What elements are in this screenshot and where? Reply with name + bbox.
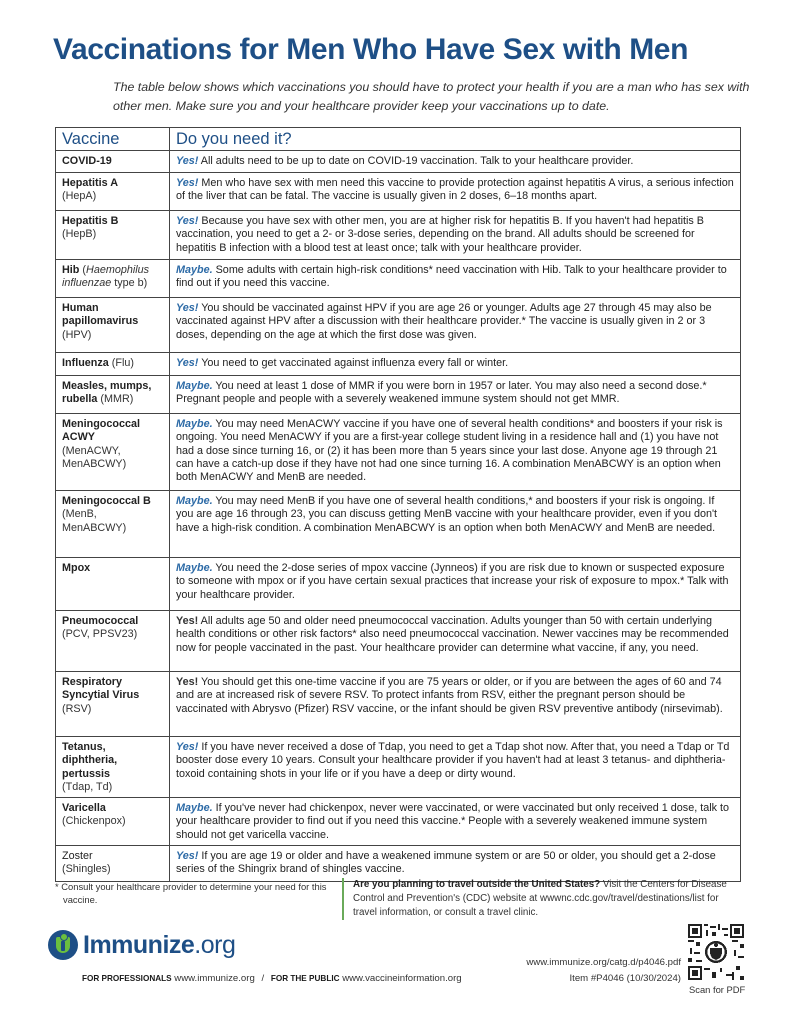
link-separator: / [261,973,265,984]
answer-label: Maybe. [176,418,213,430]
vaccine-cell [56,260,170,298]
table-row [56,298,741,353]
vaccine-abbrev: (Shingles) [62,863,111,876]
need-cell [170,737,741,798]
table-row [56,737,741,798]
vaccine-abbrev: (PCV, PPSV23) [62,628,138,641]
answer-label: Maybe. [176,495,213,507]
header-vaccine: Vaccine [56,128,170,151]
vaccine-cell [56,558,170,611]
answer-label: Maybe. [176,380,213,392]
answer-label: Yes! [176,357,199,369]
vaccine-latin-name: Haemophilus influenzae [62,264,150,290]
need-cell [170,376,741,414]
answer-text: You need the 2-dose series of mpox vaccine (Jynneos) if you are risk due to known or suspected exposure to someone with mpox or if you have certain sexual practices that increase your risk of exposure to mpox.* Talk with your healthcare provider. [176,562,729,601]
need-cell [170,260,741,298]
vaccine-name: Mpox [62,562,91,574]
vaccine-abbrev: (Tdap, Td) [62,780,113,793]
vaccine-abbrev: (MenB, MenABCWY) [62,508,127,534]
vaccine-table [55,127,741,882]
answer-text: Some adults with certain high-risk conditions* need vaccination with Hib. Talk to your healthcare provider to find out if you need this vaccine. [176,264,727,290]
need-cell [170,491,741,558]
vaccine-name: Pneumococcal [62,615,139,627]
table-row [56,846,741,882]
vaccine-name: Hib [62,264,80,276]
table-row [56,260,741,298]
vaccine-cell [56,846,170,882]
table-row [56,376,741,414]
header-need: Do you need it? [170,128,741,151]
vaccine-cell [56,798,170,846]
table-row [56,151,741,173]
answer-label: Yes! [176,155,199,167]
vaccine-abbrev: (MenACWY, MenABCWY) [62,444,127,470]
answer-label: Yes! [176,615,199,627]
vaccine-cell [56,298,170,353]
answer-label: Maybe. [176,264,213,276]
table-row [56,211,741,260]
vaccine-cell [56,611,170,672]
need-cell [170,611,741,672]
vaccine-name-tail: type b) [111,277,148,290]
table-row [56,414,741,491]
vaccine-cell [56,151,170,173]
answer-label: Yes! [176,215,199,227]
intro-text: The table below shows which vaccinations you should have to protect your health if you are a man who has sex with other men. Make sure you and your healthcare provider keep your vaccinations up to date. [113,80,750,113]
answer-text: You should be vaccinated against HPV if you are age 26 or younger. Adults age 27 through 45 may also be vaccinated against HPV after a discussion with their healthcare provider.* The vaccine is usually given in 2 or 3 doses, depending on the age at which the first dose was given. [176,302,712,341]
need-cell [170,414,741,491]
table-row [56,672,741,737]
vaccine-cell [56,672,170,737]
vaccine-cell [56,173,170,211]
answer-text: You should get this one-time vaccine if you are 75 years or older, or if you are between the ages of 60 and 74 and are at increased risk of severe RSV. To protect infants from RSV, either the pregnant person should be vaccinated with Abrysvo (Pfizer) RSV vaccine, or the infant should be given RSV preventive antibody (nirsevimab). [176,676,723,715]
professionals-link[interactable]: www.immunize.org [174,973,255,984]
vaccine-cell [56,353,170,376]
vaccine-abbrev: (HepB) [62,228,97,241]
answer-label: Maybe. [176,562,213,574]
footnote: * Consult your healthcare provider to determine your need for this vaccine. [55,881,327,905]
professionals-label: FOR PROFESSIONALS [82,974,172,983]
answer-text: All adults need to be up to date on COVID-19 vaccination. Talk to your healthcare provider. [198,155,634,167]
logo-suffix: .org [194,930,236,959]
answer-text: You need to get vaccinated against influenza every fall or winter. [198,357,509,369]
vaccine-abbrev: (Chickenpox) [62,815,126,828]
answer-text: Because you have sex with other men, you are at higher risk for hepatitis B. If you haven't had hepatitis B vaccination, you need to get a 2- or 3-dose series, depending on the brand. All adults should be screened for hepatitis B infection with a blood test at least once; talk with your healthcare provider. [176,215,705,254]
vaccine-name: Varicella [62,802,106,815]
vaccine-abbrev: (MMR) [100,393,134,406]
table-row [56,798,741,846]
vaccine-abbrev: (HPV) [62,328,92,341]
need-cell [170,798,741,846]
item-number: Item #P4046 (10/30/2024) [569,973,681,984]
vaccine-name: Influenza [62,357,109,369]
vaccine-name: Meningococcal ACWY [62,418,140,444]
vaccine-name: Hepatitis B [62,215,119,227]
vaccine-abbrev: (Flu) [111,357,134,369]
need-cell [170,846,741,882]
answer-text: You may need MenB if you have one of several health conditions,* and boosters if your risk is ongoing. If you are age 16 through 23, you can discuss getting MenB vaccine with your healthcare provider, even if you don't have a high-risk condition. A combination MenABCWY is an option when both MenACWY and MenB are needed. [176,495,718,534]
answer-text: If you've never had chickenpox, never were vaccinated, or were vaccinated but only received 1 dose, talk to your healthcare provider to find out if you need this vaccine.* People with a severely weakened immune system should not get varicella vaccine. [176,802,730,841]
vaccine-cell [56,737,170,798]
need-cell [170,173,741,211]
vaccine-name: Meningococcal B [62,495,151,507]
table-row [56,611,741,672]
travel-note [342,878,733,920]
table-row [56,353,741,376]
vaccine-name: COVID-19 [62,155,112,167]
answer-label: Yes! [176,676,199,688]
answer-label: Yes! [176,741,199,753]
vaccine-cell [56,211,170,260]
answer-text: Men who have sex with men need this vaccine to provide protection against hepatitis A virus, a serious infection of the liver that can be fatal. The vaccine is usually given in 2 doses, 6–18 months apart. [176,177,734,203]
answer-label: Yes! [176,177,199,189]
vaccine-abbrev: (Haemophilus influenzae type b) [62,264,150,290]
table-row [56,491,741,558]
need-cell [170,211,741,260]
qr-code-icon[interactable] [688,924,744,980]
table-row [56,173,741,211]
public-link[interactable]: www.vaccineinformation.org [342,973,462,984]
need-cell [170,151,741,173]
vaccine-abbrev: (HepA) [62,190,97,203]
need-cell [170,558,741,611]
logo-wordmark [83,931,235,960]
travel-note-text: Visit the Centers for Disease Control and Prevention's (CDC) website at wwwnc.cdc.gov/travel/destinations/list for travel information, or consult a travel clinic. [353,879,727,918]
vaccine-name: Tetanus, diphtheria, pertussis [62,741,118,780]
table-row [56,558,741,611]
immunize-logo [48,930,235,960]
logo-main: Immunize [83,930,195,959]
answer-text: If you are age 19 or older and have a weakened immune system or are 50 or older, you should get a 2-dose series of the Shingrix brand of shingles vaccine. [176,850,716,876]
pdf-info [526,955,681,987]
travel-note-heading: Are you planning to travel outside the United States? [353,879,601,890]
answer-label: Yes! [176,302,199,314]
need-cell [170,672,741,737]
immunize-shield-icon [48,930,78,960]
vaccine-name: Hepatitis A [62,177,118,189]
vaccine-cell [56,376,170,414]
answer-text: All adults age 50 and older need pneumococcal vaccination. Adults younger than 50 with certain underlying health conditions or other risk factors* also need pneumococcal vaccination. Newer vaccines may be recommended now for people vaccinated in the past. Your healthcare provider can determine what vaccine, if any, you need. [176,615,729,654]
vaccine-cell [56,414,170,491]
public-label: FOR THE PUBLIC [270,974,340,983]
vaccine-name: Human papillomavirus [62,302,139,328]
answer-text: You need at least 1 dose of MMR if you were born in 1957 or later. You may also need a second dose.* Pregnant people and people with a severely weakened immune system should not get MMR. [176,380,707,406]
footer-links [82,973,462,984]
vaccine-abbrev: (RSV) [62,702,92,715]
vaccine-cell [56,491,170,558]
answer-label: Yes! [176,850,199,863]
answer-text: You may need MenACWY vaccine if you have one of several health conditions* and boosters if your risk is ongoing. You need MenACWY if you are a first-year college student living in a residence hall and (1) you have not had a dose since turning 16, or (2) it has been more than 5 years since your last dose. Anyone age 19 through 21 can have a catch-up dose if they have not had one since turning 16. A combination MenABCWY is an option when both MenACWY and MenB are needed. [176,418,723,484]
need-cell [170,298,741,353]
pdf-link[interactable]: www.immunize.org/catg.d/p4046.pdf [526,957,681,968]
page-title: Vaccinations for Men Who Have Sex with Men [53,33,688,66]
vaccine-name: Respiratory Syncytial Virus [62,676,140,702]
vaccine-name: Measles, mumps, rubella [62,380,152,406]
table-header-row [56,128,741,151]
need-cell [170,353,741,376]
answer-text: If you have never received a dose of Tdap, you need to get a Tdap shot now. After that, you need a Tdap or Td booster dose every 10 years. Consult your healthcare provider if you haven't had at least 3 tetanus- and diphtheria-toxoid containing shots in your life or if you have a deep or dirty wound. [176,741,730,780]
vaccine-name: Zoster [62,850,93,863]
qr-caption: Scan for PDF [689,984,746,995]
answer-label: Maybe. [176,802,213,815]
